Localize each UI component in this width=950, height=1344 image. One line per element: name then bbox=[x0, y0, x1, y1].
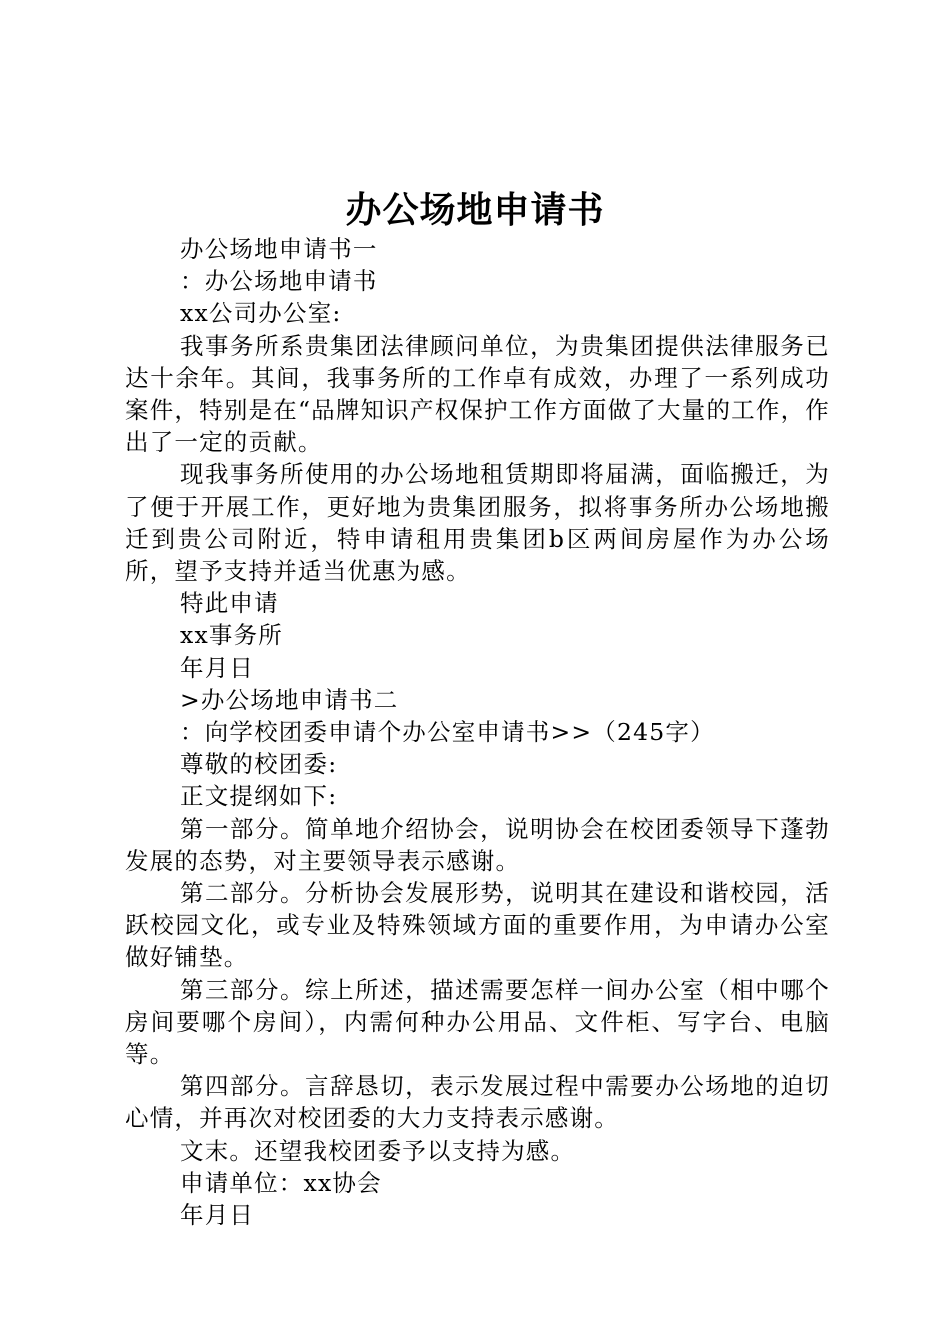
addressee-2: 尊敬的校团委: bbox=[180, 750, 338, 779]
section-subheading-2: ：向学校团委申请个办公室申请书>>（245字） bbox=[180, 718, 715, 747]
outline-intro: 正文提纲如下: bbox=[180, 782, 338, 811]
closing-1: 特此申请 bbox=[180, 589, 279, 618]
section-subheading-1: ：办公场地申请书 bbox=[180, 267, 378, 296]
paragraph-4: 第二部分。分析协会发展形势，说明其在建设和谐校园，活跃校园文化，或专业及特殊领域方面的重要作用，为申请办公室做好铺垫。 bbox=[125, 879, 830, 972]
signature-2: 申请单位：xx协会 bbox=[180, 1168, 382, 1197]
date-2: 年月日 bbox=[180, 1201, 255, 1230]
paragraph-2: 现我事务所使用的办公场地租赁期即将届满，面临搬迁，为了便于开展工作，更好地为贵集团服务，拟将事务所办公场地搬迁到贵公司附近，特申请租用贵集团b区两间房屋作为办公场所，望予支持并适当优惠为感。 bbox=[125, 460, 830, 586]
section-heading-2: >办公场地申请书二 bbox=[180, 685, 399, 714]
paragraph-6: 第四部分。言辞恳切，表示发展过程中需要办公场地的迫切心情，并再次对校团委的大力支持表示感谢。 bbox=[125, 1072, 830, 1133]
paragraph-1: 我事务所系贵集团法律顾问单位，为贵集团提供法律服务已达十余年。其间，我事务所的工作卓有成效，办理了一系列成功案件，特别是在“品牌知识产权保护工作方面做了大量的工作，作出了一定的贡献。 bbox=[125, 331, 830, 457]
paragraph-5: 第三部分。综上所述，描述需要怎样一间办公室（相中哪个房间要哪个房间），内需何种办公用品、文件柜、写字台、电脑等。 bbox=[125, 975, 830, 1069]
section-heading-1: 办公场地申请书一 bbox=[180, 235, 378, 263]
signature-1: xx事务所 bbox=[180, 621, 284, 650]
document-body bbox=[125, 233, 830, 1231]
paragraph-3: 第一部分。简单地介绍协会，说明协会在校团委领导下蓬勃发展的态势，对主要领导表示感谢。 bbox=[125, 814, 830, 875]
addressee-1: xx公司办公室: bbox=[180, 299, 342, 328]
document-title: 办公场地申请书 bbox=[345, 189, 605, 231]
date-1: 年月日 bbox=[180, 653, 255, 682]
closing-2: 文末。还望我校团委予以支持为感。 bbox=[180, 1136, 576, 1165]
